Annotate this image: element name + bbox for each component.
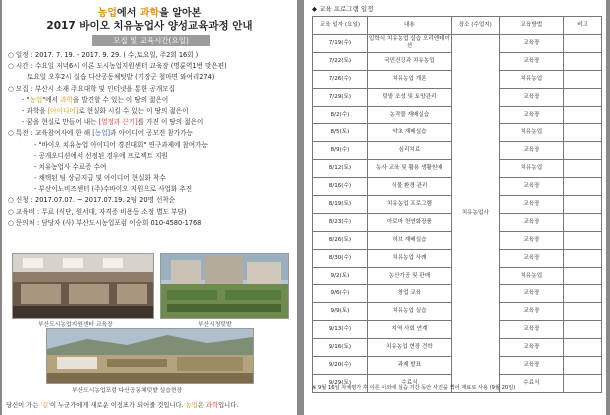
row-note — [564, 339, 602, 357]
row-date: 8/23(수) — [313, 213, 368, 231]
text-segment: 과학 — [139, 8, 160, 19]
flyer-title — [2, 4, 297, 19]
row-method: 교육장 — [499, 196, 564, 214]
row-note — [564, 35, 602, 53]
row-note — [564, 231, 602, 249]
row-note — [564, 88, 602, 106]
row-note — [564, 267, 602, 285]
info-line — [8, 162, 294, 173]
text-segment: 은 — [197, 402, 206, 409]
info-line — [8, 50, 294, 61]
row-date: 9/9(토) — [313, 303, 368, 321]
info-line — [8, 84, 294, 95]
row-method: 치유농업 — [499, 124, 564, 142]
row-note — [564, 106, 602, 124]
schedule-footnote: ※ 9월 16일 자체평가 후 이론 이외에 실습 기간 동안 사진을 찍어 재료로 사용 (9월 20일) — [312, 385, 516, 391]
text-segment: 을 발견할 수 있는 이 땅의 젊은이 — [72, 95, 169, 104]
row-method: 교육장 — [499, 142, 564, 160]
row-method: 교육장 — [499, 321, 564, 339]
row-note — [564, 285, 602, 303]
text-segment: ○ 시간 : 수요일 저녁6시 이론 도시농업지원센터 교육장 (명륜역1번 맞은편) — [8, 62, 227, 71]
row-note — [564, 196, 602, 214]
row-content: 치유농업 프로그램 — [367, 196, 451, 214]
row-date: 9/2(토) — [313, 267, 368, 285]
rooftop-garden-photo — [160, 253, 289, 319]
text-segment: - 채택된 팀 상금지급 및 아이디어 현실화 착수 — [34, 174, 166, 183]
text-segment: [열정과 끈기] — [98, 118, 138, 127]
header-method: 교육방법 — [499, 17, 564, 35]
text-segment: 농업 — [29, 95, 43, 104]
text-segment: "에서 — [42, 95, 61, 104]
flyer-page — [2, 0, 297, 415]
text-segment: - 과학을 — [22, 106, 48, 115]
text-segment: ○ 일정 : 2017. 7. 19. - 2017. 9. 29. ( 수,토요일, 주2회 16회 ) — [8, 51, 199, 59]
row-date: 7/29(토) — [313, 88, 368, 106]
schedule-table — [312, 16, 602, 393]
field-caption: 부산도시농업포럼 다산공동체텃밭 실습현장 — [72, 388, 183, 394]
field-photo — [46, 328, 254, 384]
row-date: 7/22(토) — [313, 52, 368, 70]
info-line — [8, 173, 294, 184]
row-content: 수료식 — [367, 374, 451, 392]
row-content: 과제 발표 — [367, 357, 451, 375]
text-segment: 농업 — [97, 8, 118, 19]
text-segment: - 공개오디션에서 선정된 경우에 프로젝트 지원 — [34, 151, 168, 160]
table-body — [313, 35, 602, 393]
info-line — [8, 61, 294, 72]
row-note — [564, 321, 602, 339]
text-segment: 당신이 가는 — [6, 402, 41, 409]
row-method: 치유농업 — [499, 267, 564, 285]
info-line — [8, 128, 294, 139]
row-method: 교육장 — [499, 249, 564, 267]
text-segment: ○ 문의처 : 담당자 (사) 부산도시농업포럼 이승희 010-4580-1768 — [8, 218, 202, 227]
row-method: 교육장 — [499, 178, 564, 196]
row-method: 수료식 — [499, 374, 564, 392]
row-date: 8/2(수) — [313, 106, 368, 124]
row-note — [564, 160, 602, 178]
text-segment: - "바이오 치유농업 아이디어 경진대회" 연구과제에 참여가능 — [34, 140, 208, 149]
text-segment: ○ 특전 : 교육참여자에 한 해 — [8, 129, 93, 138]
info-line — [8, 207, 294, 218]
info-line — [8, 72, 294, 83]
row-date: 8/9(수) — [313, 142, 368, 160]
text-segment: 을 알아본 — [159, 8, 202, 19]
row-content: 식물 환경 관리 — [367, 178, 451, 196]
flyer-subtitle: 2017 바이오 치유농업사 양성교육과정 안내 — [46, 20, 253, 32]
row-note — [564, 178, 602, 196]
section-band: 모집 및 교육시간(요일) — [92, 35, 210, 46]
info-line — [8, 218, 294, 229]
table-header-row — [313, 17, 602, 35]
rooftop-caption: 부산시청텃밭 — [198, 322, 232, 328]
info-line — [8, 95, 294, 106]
text-segment: [아이디어] — [47, 106, 79, 115]
row-method: 교육장 — [499, 106, 564, 124]
classroom-photo — [12, 253, 154, 319]
row-method: 교육장 — [499, 357, 564, 375]
flyer-footer — [6, 400, 296, 409]
row-note — [564, 124, 602, 142]
row-method: 교육장 — [499, 285, 564, 303]
row-method: 치유농업 — [499, 160, 564, 178]
text-segment: 이 누군가에게 새로운 이정표가 되어줄 것입니다. — [49, 402, 186, 409]
header-content: 내용 — [367, 17, 451, 35]
text-segment: 농업 — [185, 402, 198, 409]
text-segment: ○ 모집 : 부산시 소재 주요대학 및 인터넷을 통한 공개모집 — [8, 84, 175, 93]
text-segment: '길' — [40, 402, 50, 409]
row-date: 8/26(토) — [313, 231, 368, 249]
row-note — [564, 142, 602, 160]
row-note — [564, 213, 602, 231]
row-content: 농작물 재배실습 — [367, 106, 451, 124]
row-method: 교육장 — [499, 88, 564, 106]
row-date: 9/16(토) — [313, 339, 368, 357]
info-line — [8, 184, 294, 195]
row-content: 지역 사회 연계 — [367, 321, 451, 339]
row-date: 9/13(수) — [313, 321, 368, 339]
header-place: 장소 (수업지) — [451, 17, 499, 35]
row-date: 9/6(수) — [313, 285, 368, 303]
row-date: 8/5(토) — [313, 124, 368, 142]
row-date: 8/30(수) — [313, 249, 368, 267]
row-content: 치유농업 실습 — [367, 303, 451, 321]
text-segment: 를 가진 이 땅의 젊은이 — [137, 118, 204, 127]
row-date: 9/20(수) — [313, 357, 368, 375]
text-segment: - " — [22, 95, 30, 104]
row-content: 농산가공 및 판매 — [367, 267, 451, 285]
text-segment: 과 아이디어 공모전 참가가능 — [110, 129, 193, 138]
row-note — [564, 52, 602, 70]
text-segment: 입니다. — [218, 402, 239, 409]
row-date: 8/12(토) — [313, 160, 368, 178]
row-content: 치유농업 개론 — [367, 70, 451, 88]
row-content: 텃밭 조성 및 토양관리 — [367, 88, 451, 106]
text-segment: 과학 — [60, 95, 73, 104]
text-segment: ○ 교육비 : 무료 (식단, 원서대, 자격증 비용등 소정 별도 부담) — [8, 207, 187, 216]
text-segment: - 꿈을 현실로 만들어 내는 — [22, 118, 99, 127]
header-date: 교육 일자 (요일) — [313, 17, 368, 35]
row-method: 치유농업 — [499, 70, 564, 88]
row-date: 7/26(수) — [313, 70, 368, 88]
text-segment: 로 현실화 시킬 수 있는 이 땅의 젊은이 — [78, 106, 189, 115]
row-date: 9/29(토) — [313, 374, 368, 392]
text-segment: 에서 — [117, 8, 140, 19]
text-segment: 과학 — [205, 402, 219, 409]
info-line — [8, 151, 294, 162]
row-place: 치유농업사 — [451, 35, 499, 393]
text-segment: 토요일 오후2시 실습 다산공동체텃밭 (기장군 철마면 와여리274) — [27, 73, 215, 82]
schedule-page — [304, 0, 606, 415]
text-segment: ○ 신청 : 2017.07.07. ~ 2017.07.19. 2팀 20명 선착순 — [8, 196, 176, 205]
schedule-title: ◆ 교육 프로그램 일정 — [312, 5, 374, 13]
row-note — [564, 303, 602, 321]
info-line — [8, 106, 294, 117]
row-method: 교육장 — [499, 303, 564, 321]
text-segment: - 치유농업사 수료증 수여 — [34, 162, 107, 171]
row-content: 치유농업 현장 견학 — [367, 339, 451, 357]
row-content: 입학식 치유농업 실습 오리엔테이션 — [367, 35, 451, 53]
row-content: 허브 재배실습 — [367, 231, 451, 249]
row-note — [564, 357, 602, 375]
row-date: 8/16(수) — [313, 178, 368, 196]
table-row — [313, 35, 602, 53]
row-method: 교육장 — [499, 213, 564, 231]
info-line — [8, 140, 294, 151]
row-note — [564, 249, 602, 267]
row-content: 국민건강과 치유농업 — [367, 52, 451, 70]
row-date: 7/19(수) — [313, 35, 368, 53]
text-segment: - 부산이노비즈센터 (주)수바이오 지원으로 사업화 추진 — [34, 185, 193, 194]
row-method: 교육장 — [499, 339, 564, 357]
row-note — [564, 70, 602, 88]
row-method: 교육장 — [499, 35, 564, 53]
row-content: 농사 교육 및 활용 생활원예 — [367, 160, 451, 178]
row-content: 치유농업 사례 — [367, 249, 451, 267]
info-line — [8, 117, 294, 128]
header-note: 비고 — [564, 17, 602, 35]
row-method: 교육장 — [499, 52, 564, 70]
row-content: 아로마 천연화장품 — [367, 213, 451, 231]
row-content: 창업 교육 — [367, 285, 451, 303]
text-segment: [농업] — [92, 129, 111, 138]
info-lines — [8, 50, 294, 229]
row-content: 심리치료 — [367, 142, 451, 160]
row-date: 8/19(토) — [313, 196, 368, 214]
classroom-caption: 부산도시농업지원센터 교육장 — [38, 322, 113, 328]
row-method: 교육장 — [499, 231, 564, 249]
info-line — [8, 195, 294, 206]
row-content: 약초 재배실습 — [367, 124, 451, 142]
